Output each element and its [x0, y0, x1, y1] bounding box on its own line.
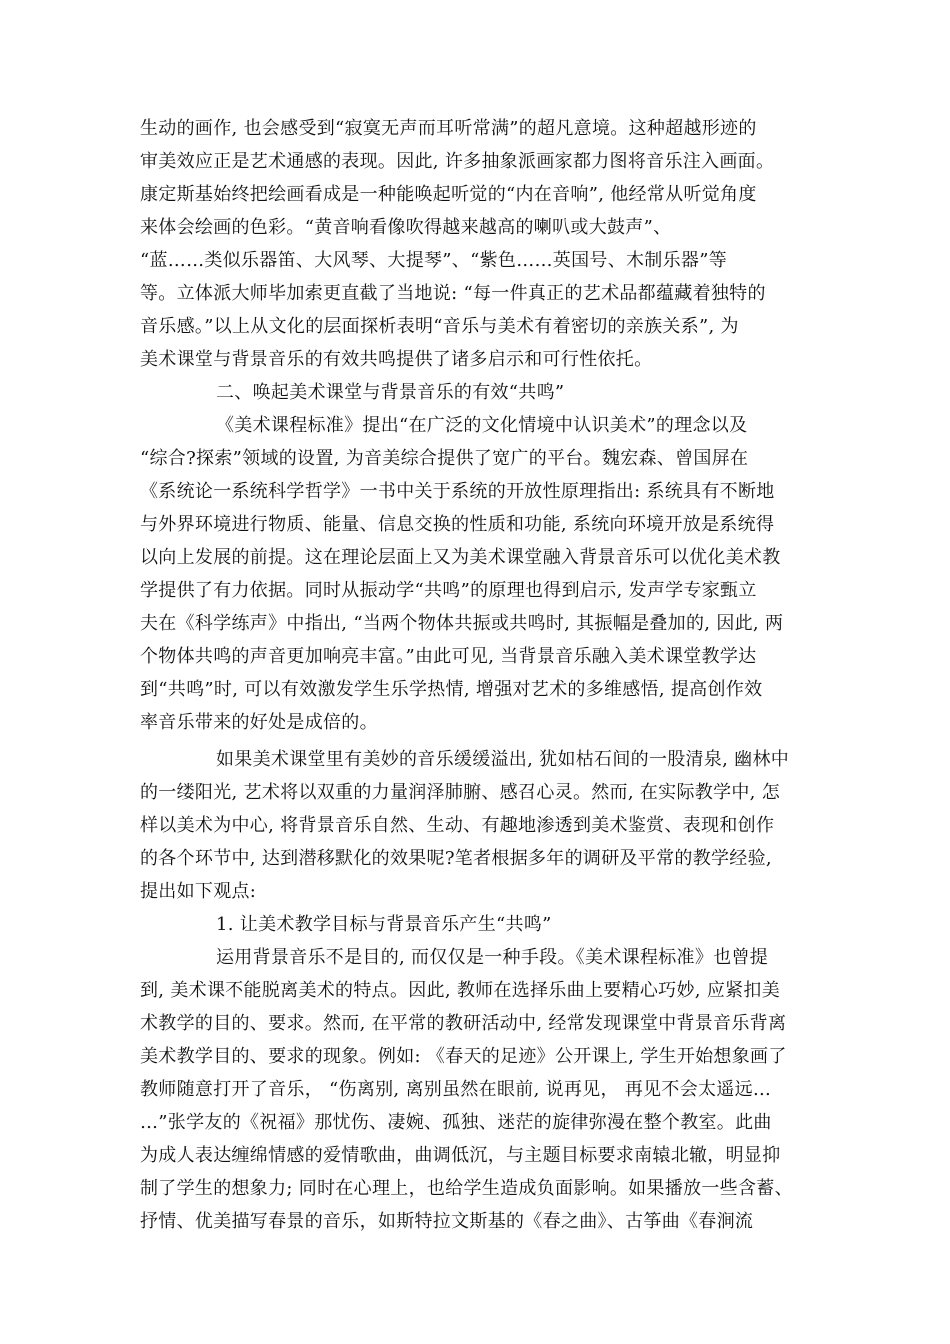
text-line: “综合?探索”领域的设置, 为音美综合提供了宽广的平台。魏宏森、曾国屏在 [140, 448, 749, 469]
numbered-heading: 1. 让美术教学目标与背景音乐产生“共鸣” [216, 914, 552, 935]
text-line: 美术课堂与背景音乐的有效共鸣提供了诸多启示和可行性依托。 [140, 349, 653, 370]
text-line: …”张学友的《祝福》那忧伤、凄婉、孤独、迷茫的旋律弥漫在整个教室。此曲 [140, 1112, 772, 1133]
text-line: 制了学生的想象力; 同时在心理上，也给学生造成负面影响。如果播放一些含蓄、 [140, 1178, 793, 1199]
text-line: 的各个环节中, 达到潜移默化的效果呢?笔者根据多年的调研及平常的教学经验, [140, 848, 772, 869]
text-line: 术教学的目的、要求。然而, 在平常的教研活动中, 经常发现课堂中背景音乐背离 [140, 1013, 787, 1034]
text-line: 音乐感。”以上从文化的层面探析表明“音乐与美术有着密切的亲族关系”, 为 [140, 316, 739, 337]
text-line: 的一缕阳光, 艺术将以双重的力量润泽肺腑、感召心灵。然而, 在实际教学中, 怎 [140, 782, 781, 803]
section-heading: 二、唤起美术课堂与背景音乐的有效“共鸣” [216, 382, 565, 403]
text-line: 生动的画作, 也会感受到“寂寞无声而耳听常满”的超凡意境。这种超越形迹的 [140, 118, 757, 139]
text-line: 以向上发展的前提。这在理论层面上又为美术课堂融入背景音乐可以优化美术教 [140, 547, 781, 568]
text-line: 为成人表达缠绵情感的爱情歌曲，曲调低沉，与主题目标要求南辕北辙，明显抑 [140, 1145, 781, 1166]
text-line: 康定斯基始终把绘画看成是一种能唤起听觉的“内在音响”, 他经常从听觉角度 [140, 184, 757, 205]
text-line: 个物体共鸣的声音更加响亮丰富。”由此可见, 当背景音乐融入美术课堂教学达 [140, 646, 757, 667]
text-line: 率音乐带来的好处是成倍的。 [140, 712, 378, 733]
text-line: “蓝……类似乐器笛、大风琴、大提琴”、“紫色……英国号、木制乐器”等 [140, 250, 728, 271]
text-line: 到, 美术课不能脱离美术的特点。因此, 教师在选择乐曲上要精心巧妙, 应紧扣美 [140, 980, 781, 1001]
text-line: 样以美术为中心, 将背景音乐自然、生动、有趣地渗透到美术鉴赏、表现和创作 [140, 815, 775, 836]
text-line: 到“共鸣”时, 可以有效激发学生乐学热情, 增强对艺术的多维感悟, 提高创作效 [140, 679, 763, 700]
text-line: 与外界环境进行物质、能量、信息交换的性质和功能, 系统向环境开放是系统得 [140, 514, 775, 535]
text-line: 来体会绘画的色彩。“黄音响看像吹得越来越高的喇叭或大鼓声”、 [140, 217, 672, 238]
paragraph-first-line: 运用背景音乐不是目的, 而仅仅是一种手段。《美术课程标准》也曾提 [216, 947, 769, 968]
text-line: 美术教学目的、要求的现象。例如: 《春天的足迹》公开课上, 学生开始想象画了 [140, 1046, 787, 1067]
text-line: 学提供了有力依据。同时从振动学“共鸣”的原理也得到启示, 发声学专家甄立 [140, 580, 757, 601]
text-line: 夫在《科学练声》中指出, “当两个物体共振或共鸣时, 其振幅是叠加的, 因此, 两 [140, 613, 784, 634]
text-line: 提出如下观点: [140, 881, 257, 902]
document-body [140, 112, 830, 1238]
paragraph-first-line: 如果美术课堂里有美妙的音乐缓缓溢出, 犹如枯石间的一股清泉, 幽林中 [216, 749, 790, 770]
text-line: 《系统论一系统科学哲学》一书中关于系统的开放性原理指出: 系统具有不断地 [140, 481, 775, 502]
text-line: 审美效应正是艺术通感的表现。因此, 许多抽象派画家都力图将音乐注入画面。 [140, 151, 775, 172]
text-line: 等。立体派大师毕加索更直截了当地说: “每一件真正的艺术品都蕴藏着独特的 [140, 283, 766, 304]
text-line: 抒情、优美描写春景的音乐，如斯特拉文斯基的《春之曲》、古筝曲《春涧流 [140, 1211, 754, 1232]
paragraph-first-line: 《美术课程标准》提出“在广泛的文化情境中认识美术”的理念以及 [216, 415, 748, 436]
text-line: 教师随意打开了音乐， “伤离别, 离别虽然在眼前, 说再见， 再见不会太遥远… [140, 1079, 772, 1100]
